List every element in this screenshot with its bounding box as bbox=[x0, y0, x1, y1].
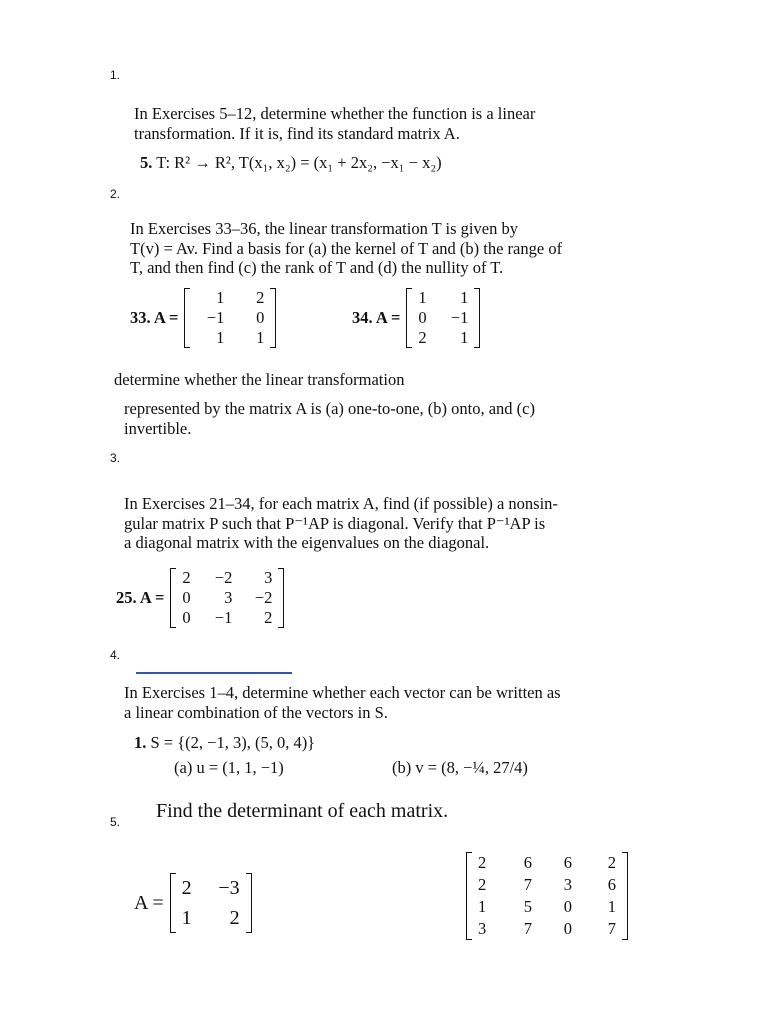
matrix-cell: 2 bbox=[264, 608, 273, 627]
ex33-matrix bbox=[184, 288, 276, 348]
matrix-cell: 1 bbox=[216, 328, 225, 347]
matrix-cell: 0 bbox=[563, 919, 572, 938]
matrix-cell: 0 bbox=[182, 588, 191, 607]
q4-instruction-line-1: In Exercises 1–4, determine whether each vector can be written as bbox=[124, 683, 561, 702]
matrix-a bbox=[170, 873, 252, 933]
matrix-cell: 2 bbox=[418, 328, 427, 347]
matrix-cell: −1 bbox=[450, 308, 469, 327]
matrix-cell: 2 bbox=[478, 875, 487, 894]
matrix-cell: −2 bbox=[254, 588, 273, 607]
question-number-5: 5. bbox=[110, 815, 121, 829]
q1-exercise-number: 5. bbox=[140, 153, 153, 172]
q2-followup-line-3: invertible. bbox=[124, 418, 192, 438]
q5-matrix-b bbox=[466, 852, 628, 940]
matrix-cell: 1 bbox=[460, 328, 469, 347]
q5-heading: Find the determinant of each matrix. bbox=[156, 800, 449, 822]
question-number-1: 1. bbox=[110, 68, 121, 82]
q4-part-a: (a) u = (1, 1, −1) bbox=[174, 758, 284, 777]
ex25-label: 25. A = bbox=[116, 588, 165, 607]
q1-instruction-line-1: In Exercises 5–12, determine whether the function is a linear bbox=[134, 104, 536, 123]
ex34-label: 34. A = bbox=[352, 308, 401, 327]
q3-exercise-25 bbox=[116, 568, 284, 628]
q2-followup bbox=[124, 399, 535, 438]
matrix-cell: 3 bbox=[478, 919, 487, 938]
matrix-cell: 2 bbox=[607, 853, 616, 872]
q3-instruction-line-3: a diagonal matrix with the eigenvalues on the diagonal. bbox=[124, 533, 490, 552]
matrix-cell: 1 bbox=[418, 288, 427, 307]
matrix-cell: −3 bbox=[218, 877, 240, 899]
matrix-cell: −2 bbox=[214, 568, 233, 587]
matrix-cell: 2 bbox=[182, 568, 191, 587]
q4-part-b: (b) v = (8, −¼, 27/4) bbox=[392, 758, 528, 777]
q1-exercise bbox=[140, 153, 442, 173]
q4-exercise bbox=[134, 733, 315, 753]
q3-instruction-line-1: In Exercises 21–34, for each matrix A, find (if possible) a nonsin- bbox=[124, 494, 558, 513]
matrix-cell: 7 bbox=[523, 875, 532, 894]
q1-exercise-text: T: R² → R², T(x₁, x₂) = (x₁ + 2x₂, −x₁ − x₂) bbox=[156, 153, 442, 172]
matrix-cell: 6 bbox=[607, 875, 616, 894]
q2-followup-line-1: determine whether the linear transformation bbox=[114, 370, 405, 389]
question-number-3: 3. bbox=[110, 451, 121, 465]
q1-instruction-line-2: transformation. If it is, find its standard matrix A. bbox=[134, 123, 460, 143]
matrix-cell: 7 bbox=[523, 919, 532, 938]
matrix-cell: 6 bbox=[523, 853, 532, 872]
matrix-cell: 1 bbox=[460, 288, 469, 307]
q1-instruction bbox=[134, 104, 535, 143]
matrix-cell: 1 bbox=[607, 897, 616, 916]
matrix-cell: 7 bbox=[607, 919, 616, 938]
q3-instruction-line-2: gular matrix P such that P⁻¹AP is diagonal. Verify that P⁻¹AP is bbox=[124, 513, 546, 533]
q2-instruction-line-2: T(v) = Av. Find a basis for (a) the kernel of T and (b) the range of bbox=[130, 238, 563, 258]
separator-rule bbox=[136, 672, 292, 674]
matrix-cell: 3 bbox=[224, 588, 233, 607]
matrix-cell: 1 bbox=[181, 907, 192, 929]
matrix-cell: 3 bbox=[563, 875, 572, 894]
matrix-cell: 2 bbox=[256, 288, 265, 307]
q3-instruction bbox=[124, 494, 558, 553]
matrix-cell: 0 bbox=[418, 308, 427, 327]
matrix-cell: 2 bbox=[229, 907, 240, 929]
matrix-cell: 1 bbox=[216, 288, 225, 307]
matrix-cell: 6 bbox=[563, 853, 572, 872]
matrix-cell: 1 bbox=[256, 328, 265, 347]
matrix-b bbox=[466, 852, 628, 940]
q4-exercise-set: S = {(2, −1, 3), (5, 0, 4)} bbox=[150, 733, 316, 752]
matrix-cell: 0 bbox=[256, 308, 265, 327]
matrix-cell: 1 bbox=[478, 897, 487, 916]
matrix-cell: −1 bbox=[206, 308, 225, 327]
q2-exercise-34 bbox=[352, 288, 480, 348]
ex33-label: 33. A = bbox=[130, 308, 179, 327]
matrix-cell: 5 bbox=[523, 897, 532, 916]
q4-exercise-number: 1. bbox=[134, 733, 147, 752]
q4-instruction bbox=[124, 683, 561, 722]
matrix-cell: 2 bbox=[478, 853, 487, 872]
question-number-4: 4. bbox=[110, 648, 121, 662]
q2-exercise-33 bbox=[130, 288, 276, 348]
q2-instruction-line-3: T, and then find (c) the rank of T and (d) the nullity of T. bbox=[130, 258, 504, 277]
q4-instruction-line-2: a linear combination of the vectors in S. bbox=[124, 702, 388, 722]
matrix-cell: 0 bbox=[563, 897, 572, 916]
q2-instruction bbox=[130, 219, 562, 278]
question-number-2: 2. bbox=[110, 187, 121, 201]
ex34-matrix bbox=[406, 288, 480, 348]
q5-matrix-a bbox=[134, 873, 252, 933]
matrix-cell: −1 bbox=[214, 608, 233, 627]
matrix-cell: 0 bbox=[182, 608, 191, 627]
matrix-cell: 2 bbox=[181, 877, 192, 899]
matrix-cell: 3 bbox=[264, 568, 273, 587]
q2-followup-line-2: represented by the matrix A is (a) one-to-one, (b) onto, and (c) bbox=[124, 399, 535, 418]
matrix-a-label: A = bbox=[134, 891, 164, 914]
q2-instruction-line-1: In Exercises 33–36, the linear transformation T is given by bbox=[130, 219, 518, 238]
ex25-matrix bbox=[170, 568, 284, 628]
